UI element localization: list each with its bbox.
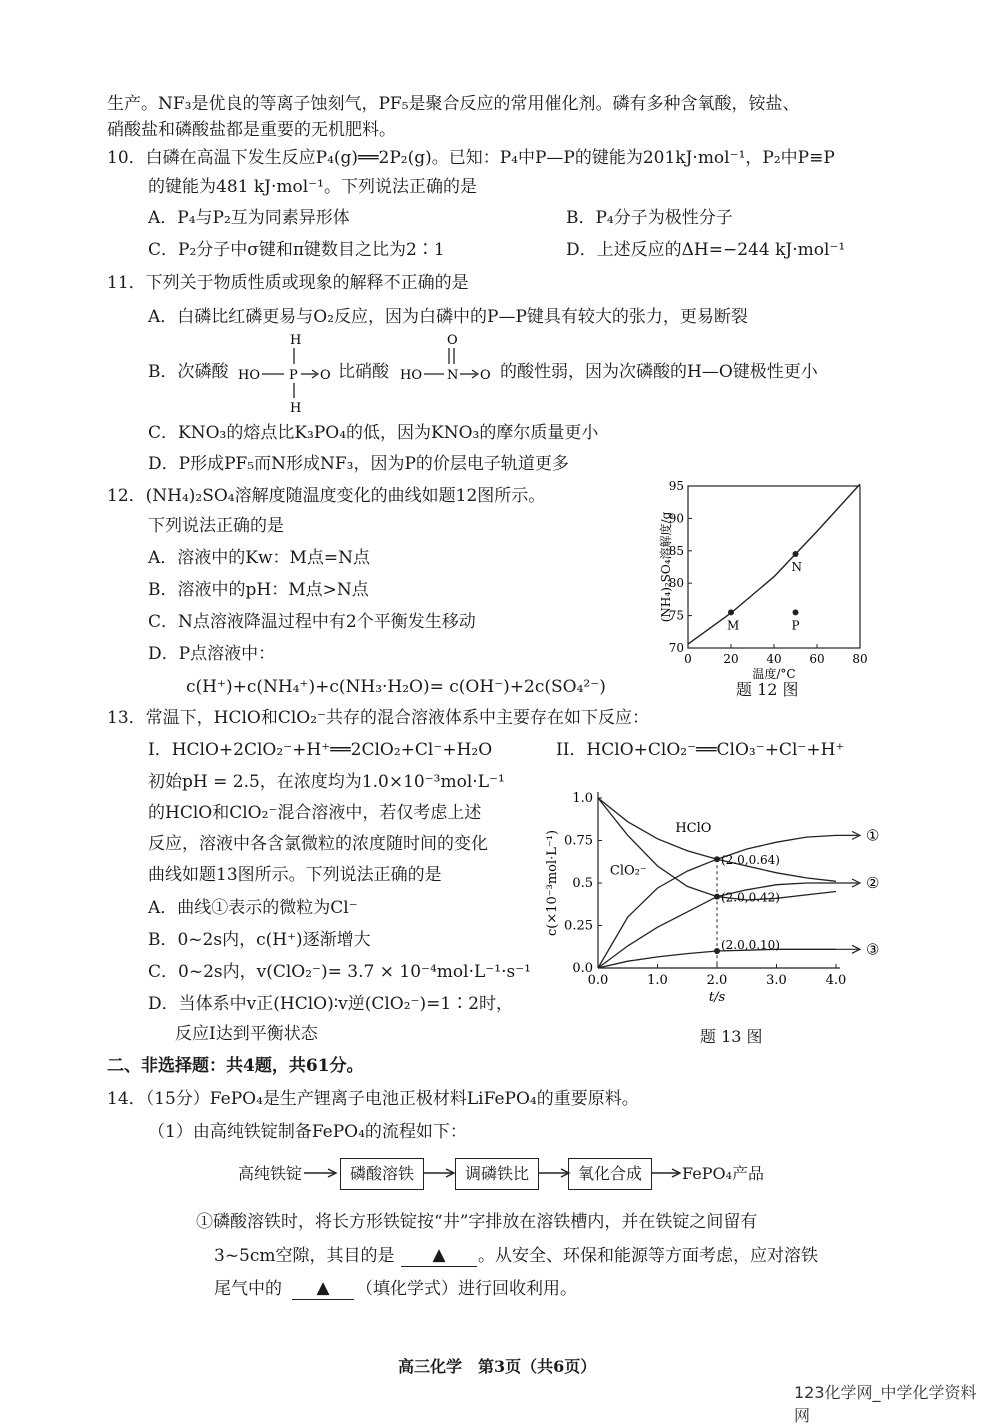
x-tick-label: 3.0 <box>766 973 787 988</box>
svg-text:H: H <box>290 401 302 416</box>
flow-arrow-2 <box>424 1166 458 1180</box>
q11-option-b-middle: 比硝酸 <box>338 362 389 382</box>
q11-stem: 11．下列关于物质性质或现象的解释不正确的是 <box>107 273 469 293</box>
concentration-time-chart <box>536 780 896 1020</box>
y-axis-label: (NH₄)₂SO₄溶解度/g <box>659 511 673 623</box>
series-end-label-2: ① <box>866 826 880 845</box>
intro-line-2: 硝酸盐和磷酸盐都是重要的无机肥料。 <box>107 120 396 140</box>
svg-text:N: N <box>447 368 459 383</box>
plot-frame <box>688 486 860 648</box>
x-axis-label: t/s <box>708 990 726 1005</box>
q13-para-3: 反应，溶液中各含氯微粒的浓度随时间的变化 <box>148 834 488 854</box>
watermark: 123化学网_中学化学资料网 <box>794 1383 977 1425</box>
flow-end: FePO₄产品 <box>682 1164 764 1183</box>
flow-arrow-1 <box>304 1166 338 1180</box>
q13-option-c: C．0~2s内，v(ClO₂⁻)= 3.7 × 10⁻⁴mol·L⁻¹·s⁻¹ <box>148 962 531 982</box>
answer-blank-1[interactable]: ▲ <box>401 1244 477 1267</box>
svg-text:O: O <box>447 333 458 348</box>
flow-step-2: 调磷铁比 <box>455 1158 539 1190</box>
q10-stem-2: 的键能为481 kJ·mol⁻¹。下列说法正确的是 <box>148 177 477 197</box>
y-tick-label: 95 <box>668 479 684 493</box>
annotated-point-2 <box>714 948 720 954</box>
x-tick-label: 0 <box>684 652 692 666</box>
solubility-chart <box>636 478 876 696</box>
q14-1-line-2: 3~5cm空隙，其目的是 <box>214 1246 395 1266</box>
q11-option-d: D．P形成PF₅而N形成NF₃，因为P的价层电子轨道更多 <box>148 454 569 474</box>
annotation-2: (2.0,0.10) <box>721 938 780 952</box>
flow-arrow-4 <box>652 1166 686 1180</box>
q10-stem-1: 10．白磷在高温下发生反应P₄(g)══2P₂(g)。已知：P₄中P—P的键能为201kJ·mol⁻¹，P₂中P≡P <box>107 148 835 168</box>
x-axis-label: 温度/°C <box>752 667 796 681</box>
svg-text:H: H <box>290 333 302 348</box>
q14-1-line-3b: （填化学式）进行回收利用。 <box>356 1279 577 1299</box>
q13-para-1: 初始pH = 2.5，在浓度均为1.0×10⁻³mol·L⁻¹ <box>148 772 505 792</box>
figure-13-caption: 题 13 图 <box>700 1027 763 1046</box>
q12-option-b: B．溶液中的pH：M点>N点 <box>148 580 369 600</box>
x-tick-label: 4.0 <box>825 973 847 988</box>
flow-start: 高纯铁锭 <box>238 1164 303 1183</box>
q14-1-line-1: ①磷酸溶铁时，将长方形铁锭按“井”字排放在溶铁槽内，并在铁锭之间留有 <box>196 1212 758 1232</box>
svg-text:O: O <box>320 368 331 383</box>
y-tick-label: 0.75 <box>564 833 593 849</box>
svg-text:O: O <box>480 368 491 383</box>
point-N <box>793 551 799 557</box>
series-end-label-3: ② <box>866 874 880 892</box>
x-tick-label: 60 <box>809 652 825 666</box>
y-tick-label: 70 <box>668 641 684 655</box>
x-tick-label: 2.0 <box>706 973 728 988</box>
q11-option-a: A．白磷比红磷更易与O₂反应，因为白磷中的P—P键具有较大的张力，更易断裂 <box>148 307 748 327</box>
nitric-acid-structure <box>400 330 500 390</box>
x-tick-label: 20 <box>723 652 739 666</box>
annotated-point-0 <box>714 856 720 862</box>
svg-text:HO: HO <box>400 368 422 383</box>
point-M <box>728 609 734 615</box>
x-tick-label: 40 <box>766 652 782 666</box>
q13-reaction-2: II．HClO+ClO₂⁻══ClO₃⁻+Cl⁻+H⁺ <box>556 740 845 760</box>
series-label-hclo: HClO <box>675 821 712 836</box>
figure-12-caption: 题 12 图 <box>736 680 799 699</box>
q10-option-d: D．上述反应的ΔH=−244 kJ·mol⁻¹ <box>566 240 846 260</box>
q13-option-d: D．当体系中v正(HClO)∶v逆(ClO₂⁻)=1∶2时， <box>148 994 514 1014</box>
q12-option-d: D．P点溶液中： <box>148 644 276 664</box>
y-tick-label: 0.25 <box>564 918 593 934</box>
q12-stem-1: 12．(NH₄)₂SO₄溶解度随温度变化的曲线如题12图所示。 <box>107 486 546 506</box>
series-end-label-4: ③ <box>866 940 880 959</box>
svg-text:HO: HO <box>238 368 260 383</box>
solubility-curve <box>688 484 860 644</box>
q10-option-c: C．P₂分子中σ键和π键数目之比为2∶1 <box>148 240 445 260</box>
y-tick-label: 1.0 <box>572 791 593 806</box>
q10-option-b: B．P₄分子为极性分子 <box>566 208 733 228</box>
q13-reaction-1: I．HClO+2ClO₂⁻+H⁺══2ClO₂+Cl⁻+H₂O <box>148 740 493 760</box>
q12-option-a: A．溶液中的Kw：M点=N点 <box>148 548 371 568</box>
x-tick-label: 1.0 <box>647 973 668 988</box>
q13-option-a: A．曲线①表示的微粒为Cl⁻ <box>148 898 358 918</box>
q13-option-b: B．0~2s内，c(H⁺)逐渐增大 <box>148 930 371 950</box>
series-label-clo2: ClO₂⁻ <box>609 863 647 879</box>
intro-line-1: 生产。NF₃是优良的等离子蚀刻气，PF₅是聚合反应的常用催化剂。磷有多种含氧酸，铵盐、 <box>107 94 800 114</box>
section-2-heading: 二、非选择题：共4题，共61分。 <box>107 1056 364 1076</box>
y-tick-label: 0.5 <box>572 876 593 891</box>
flow-step-3: 氧化合成 <box>568 1158 652 1190</box>
answer-blank-2[interactable]: ▲ <box>292 1277 354 1300</box>
y-tick-label: 80 <box>668 576 684 591</box>
point-P <box>793 609 799 615</box>
q10-option-a: A．P₄与P₂互为同素异形体 <box>148 208 350 228</box>
q12-option-d-equation: c(H⁺)+c(NH₄⁺)+c(NH₃·H₂O)= c(OH⁻)+2c(SO₄²⁻) <box>186 677 606 697</box>
y-tick-label: 75 <box>668 608 684 623</box>
svg-text:P: P <box>289 368 298 383</box>
q11-option-b-suffix: 的酸性弱，因为次磷酸的H—O键极性更小 <box>500 362 818 382</box>
q12-option-c: C．N点溶液降温过程中有2个平衡发生移动 <box>148 612 476 632</box>
q14-1-line-2b: 。从安全、环保和能源等方面考虑，应对溶铁 <box>478 1246 818 1266</box>
flow-step-1: 磷酸溶铁 <box>340 1158 424 1190</box>
q13-para-4: 曲线如题13图所示。下列说法正确的是 <box>148 865 442 885</box>
x-tick-label: 0.0 <box>587 973 609 988</box>
point-label-P: P <box>791 618 800 633</box>
y-tick-label: 85 <box>668 543 684 558</box>
x-tick-label: 80 <box>852 652 868 666</box>
y-tick-label: 0.0 <box>572 961 593 976</box>
y-tick-label: 90 <box>668 511 684 526</box>
q14-sub-1: （1）由高纯铁锭制备FePO₄的流程如下： <box>148 1122 467 1142</box>
q12-stem-2: 下列说法正确的是 <box>148 516 284 536</box>
point-label-M: M <box>727 618 740 633</box>
q14-stem: 14．（15分）FePO₄是生产锂离子电池正极材料LiFePO₄的重要原料。 <box>107 1089 639 1109</box>
page-footer: 高三化学 第3页（共6页） <box>398 1357 597 1376</box>
annotation-1: (2.0,0.42) <box>721 890 780 905</box>
y-axis-label: c(×10⁻³mol·L⁻¹) <box>545 829 560 937</box>
q11-option-c: C．KNO₃的熔点比K₃PO₄的低，因为KNO₃的摩尔质量更小 <box>148 423 599 443</box>
q11-option-b-prefix: B．次磷酸 <box>148 362 229 382</box>
annotated-point-1 <box>714 894 720 900</box>
point-label-N: N <box>791 560 802 575</box>
q13-stem: 13．常温下，HClO和ClO₂⁻共存的混合溶液体系中主要存在如下反应： <box>107 708 650 728</box>
hypophosphorous-acid-structure <box>238 330 338 416</box>
q13-para-2: 的HClO和ClO₂⁻混合溶液中，若仅考虑上述 <box>148 803 482 823</box>
q13-option-d-cont: 反应I达到平衡状态 <box>175 1024 318 1044</box>
q14-1-line-3: 尾气中的 <box>214 1279 282 1299</box>
annotation-0: (2.0,0.64) <box>721 853 780 868</box>
